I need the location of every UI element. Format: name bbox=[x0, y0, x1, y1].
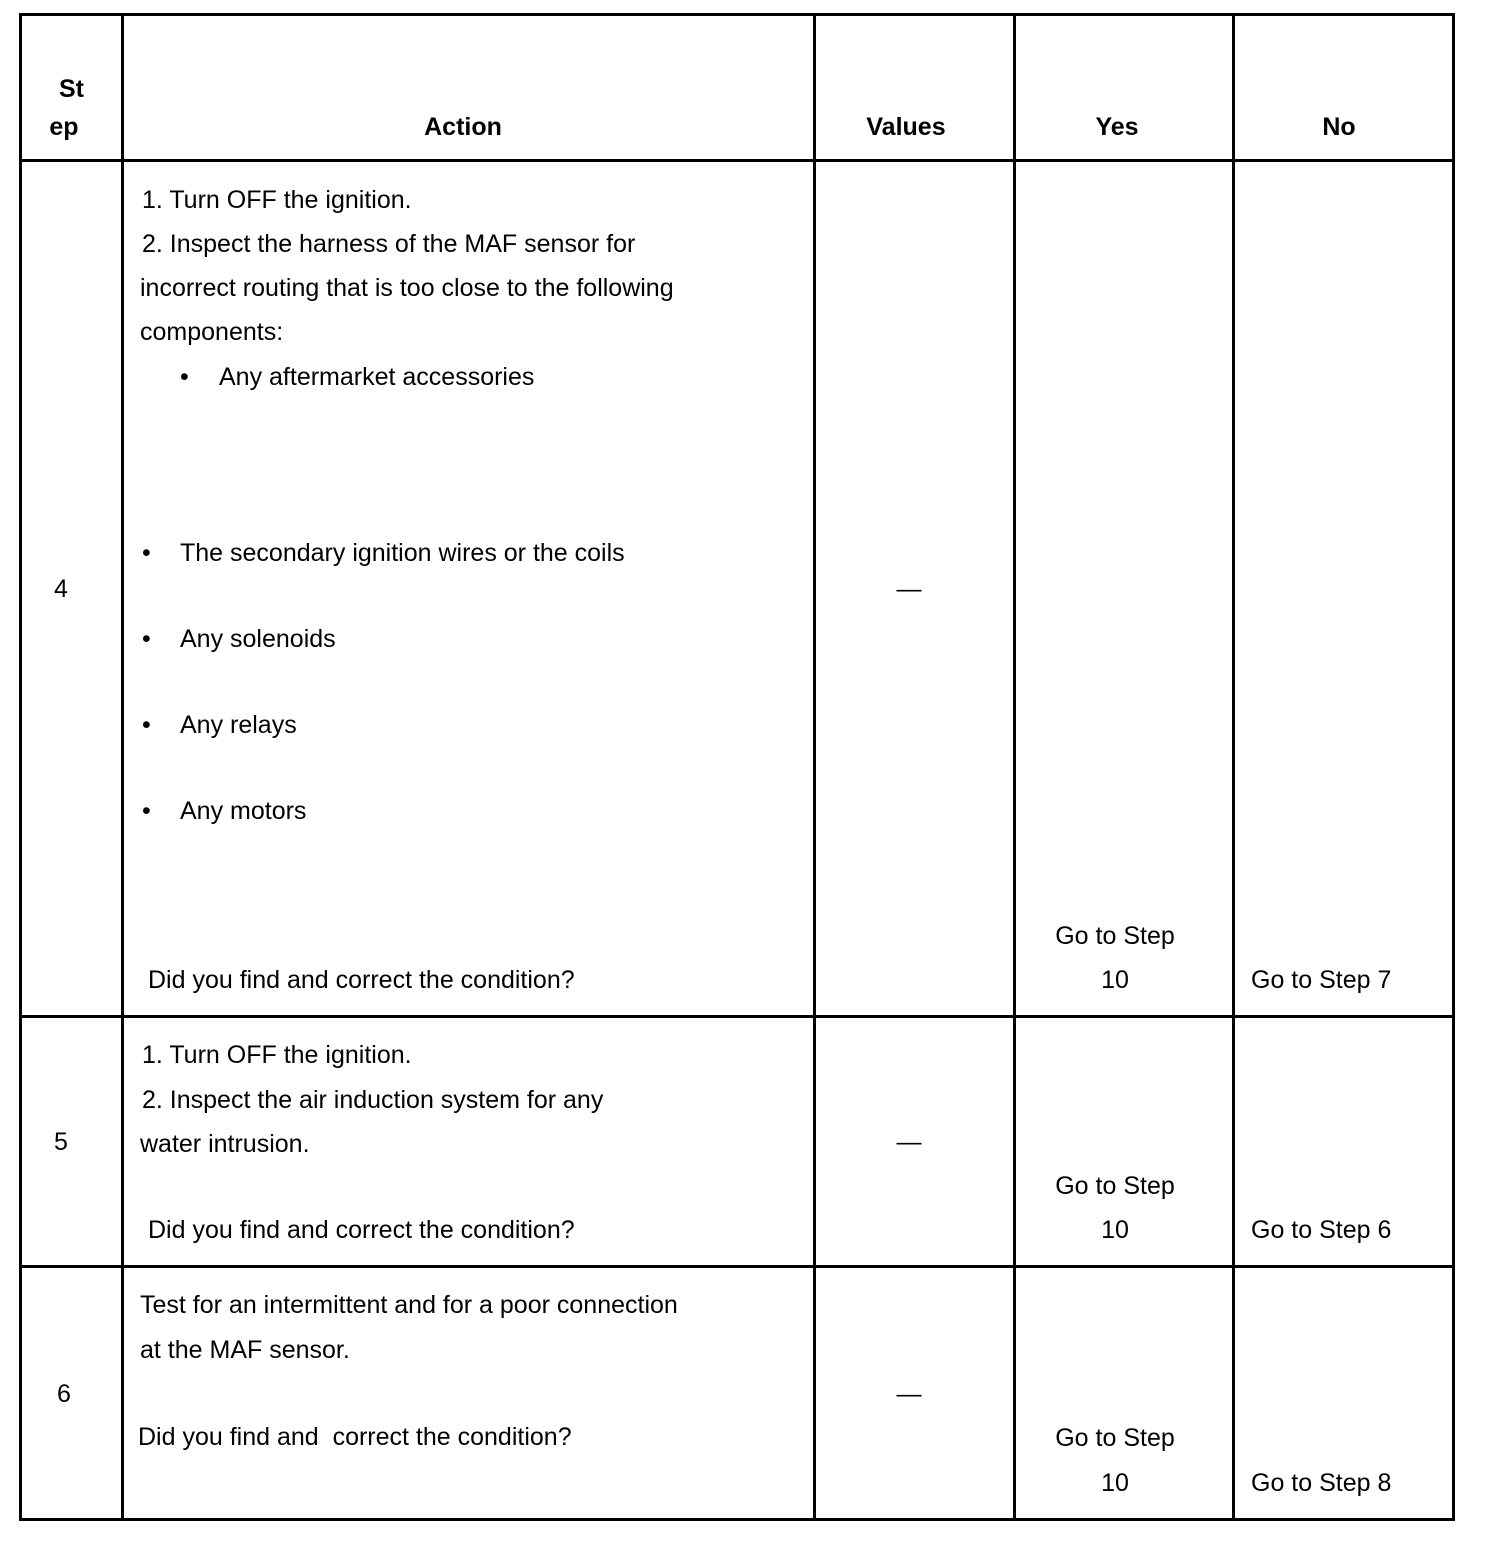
row-4-action-item1: 1. Turn OFF the ignition. bbox=[142, 186, 412, 214]
row-4-no: Go to Step 7 bbox=[1251, 966, 1392, 994]
bullet-icon: • bbox=[180, 363, 189, 391]
row-4-question: Did you find and correct the condition? bbox=[148, 966, 575, 994]
column-divider-step bbox=[121, 13, 124, 1521]
row-4-yes-line2: 10 bbox=[1101, 966, 1129, 994]
header-step-line1: St bbox=[59, 75, 84, 103]
row-6-no: Go to Step 8 bbox=[1251, 1469, 1392, 1497]
bullet-icon: • bbox=[142, 797, 151, 825]
table-border-bottom bbox=[19, 1518, 1455, 1521]
row-4-step: 4 bbox=[54, 575, 68, 603]
row-6-action-line1: Test for an intermittent and for a poor connection bbox=[140, 1291, 678, 1319]
row-5-action-item1: 1. Turn OFF the ignition. bbox=[142, 1041, 412, 1069]
row-divider-4-5 bbox=[19, 1015, 1455, 1018]
header-step-line2: ep bbox=[49, 113, 79, 141]
header-no: No bbox=[1322, 113, 1356, 141]
row-divider-5-6 bbox=[19, 1265, 1455, 1268]
header-action: Action bbox=[424, 113, 502, 141]
row-5-action-item2: 2. Inspect the air induction system for any bbox=[142, 1086, 604, 1114]
row-6-value: — bbox=[896, 1380, 922, 1408]
row-5-yes-line1: Go to Step bbox=[1055, 1172, 1175, 1200]
bullet-icon: • bbox=[142, 711, 151, 739]
row-4-bullet-relays: Any relays bbox=[180, 711, 297, 739]
bullet-icon: • bbox=[142, 539, 151, 567]
row-6-question: Did you find and correct the condition? bbox=[138, 1423, 572, 1451]
row-6-action-line2: at the MAF sensor. bbox=[140, 1336, 350, 1364]
row-6-step: 6 bbox=[57, 1380, 71, 1408]
row-4-value: — bbox=[896, 575, 922, 603]
table-border-top bbox=[19, 13, 1455, 16]
table-border-right bbox=[1452, 13, 1455, 1521]
header-values: Values bbox=[866, 113, 946, 141]
column-divider-yes bbox=[1232, 13, 1235, 1521]
bullet-icon: • bbox=[142, 625, 151, 653]
row-4-action-item2-cont1: incorrect routing that is too close to the following bbox=[140, 274, 674, 302]
row-5-no: Go to Step 6 bbox=[1251, 1216, 1392, 1244]
row-5-action-item2-cont1: water intrusion. bbox=[140, 1130, 310, 1158]
row-5-step: 5 bbox=[54, 1128, 68, 1156]
column-divider-values bbox=[1013, 13, 1016, 1521]
row-4-bullet-aftermarket: Any aftermarket accessories bbox=[219, 363, 535, 391]
row-5-question: Did you find and correct the condition? bbox=[148, 1216, 575, 1244]
row-5-value: — bbox=[896, 1128, 922, 1156]
row-4-action-item2-cont2: components: bbox=[140, 318, 284, 346]
row-4-bullet-motors: Any motors bbox=[180, 797, 307, 825]
row-4-action-item2: 2. Inspect the harness of the MAF sensor for bbox=[142, 230, 636, 258]
row-4-bullet-solenoids: Any solenoids bbox=[180, 625, 336, 653]
column-divider-action bbox=[813, 13, 816, 1521]
table-border-left bbox=[19, 13, 22, 1521]
row-6-yes-line1: Go to Step bbox=[1055, 1424, 1175, 1452]
row-5-yes-line2: 10 bbox=[1101, 1216, 1129, 1244]
row-4-bullet-ignition-wires: The secondary ignition wires or the coils bbox=[180, 539, 625, 567]
row-4-yes-line1: Go to Step bbox=[1055, 922, 1175, 950]
header-yes: Yes bbox=[1095, 113, 1139, 141]
header-row-divider bbox=[19, 159, 1455, 162]
row-6-yes-line2: 10 bbox=[1101, 1469, 1129, 1497]
